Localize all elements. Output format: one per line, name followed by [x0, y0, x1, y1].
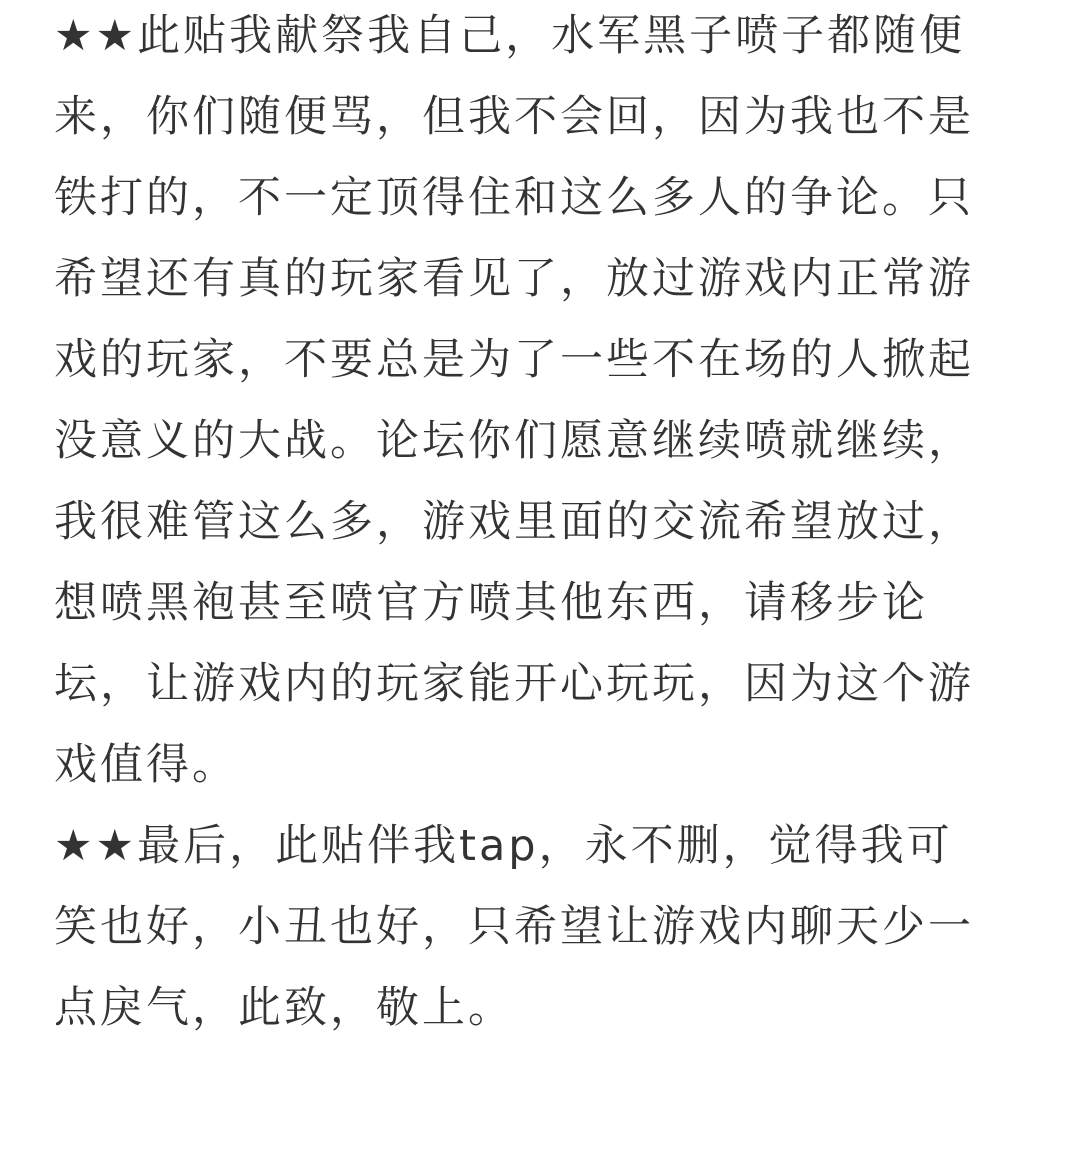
text-line: 希望还有真的玩家看见了，放过游戏内正常游	[54, 254, 974, 304]
post-paragraph-1	[54, 0, 1020, 806]
text-line: 戏值得。	[54, 740, 238, 790]
text-line: 戏的玩家，不要总是为了一些不在场的人掀起	[54, 335, 974, 385]
text-line: 坛，让游戏内的玩家能开心玩玩，因为这个游	[54, 659, 974, 709]
text-line: 笑也好，小丑也好，只希望让游戏内聊天少一	[54, 902, 974, 952]
text-line: ★★此贴我献祭我自己，水军黑子喷子都随便	[54, 11, 966, 61]
text-line: 没意义的大战。论坛你们愿意继续喷就继续，	[54, 416, 974, 466]
text-line: 铁打的，不一定顶得住和这么多人的争论。只	[54, 173, 974, 223]
post-body	[54, 0, 1020, 1049]
text-line: 点戾气，此致，敬上。	[54, 983, 514, 1033]
post-paragraph-2	[54, 806, 1020, 1049]
text-line: 我很难管这么多，游戏里面的交流希望放过，	[54, 497, 974, 547]
text-line: ★★最后，此贴伴我tap，永不删，觉得我可	[54, 821, 953, 871]
text-line: 来，你们随便骂，但我不会回，因为我也不是	[54, 92, 974, 142]
text-line: 想喷黑袍甚至喷官方喷其他东西，请移步论	[54, 578, 928, 628]
